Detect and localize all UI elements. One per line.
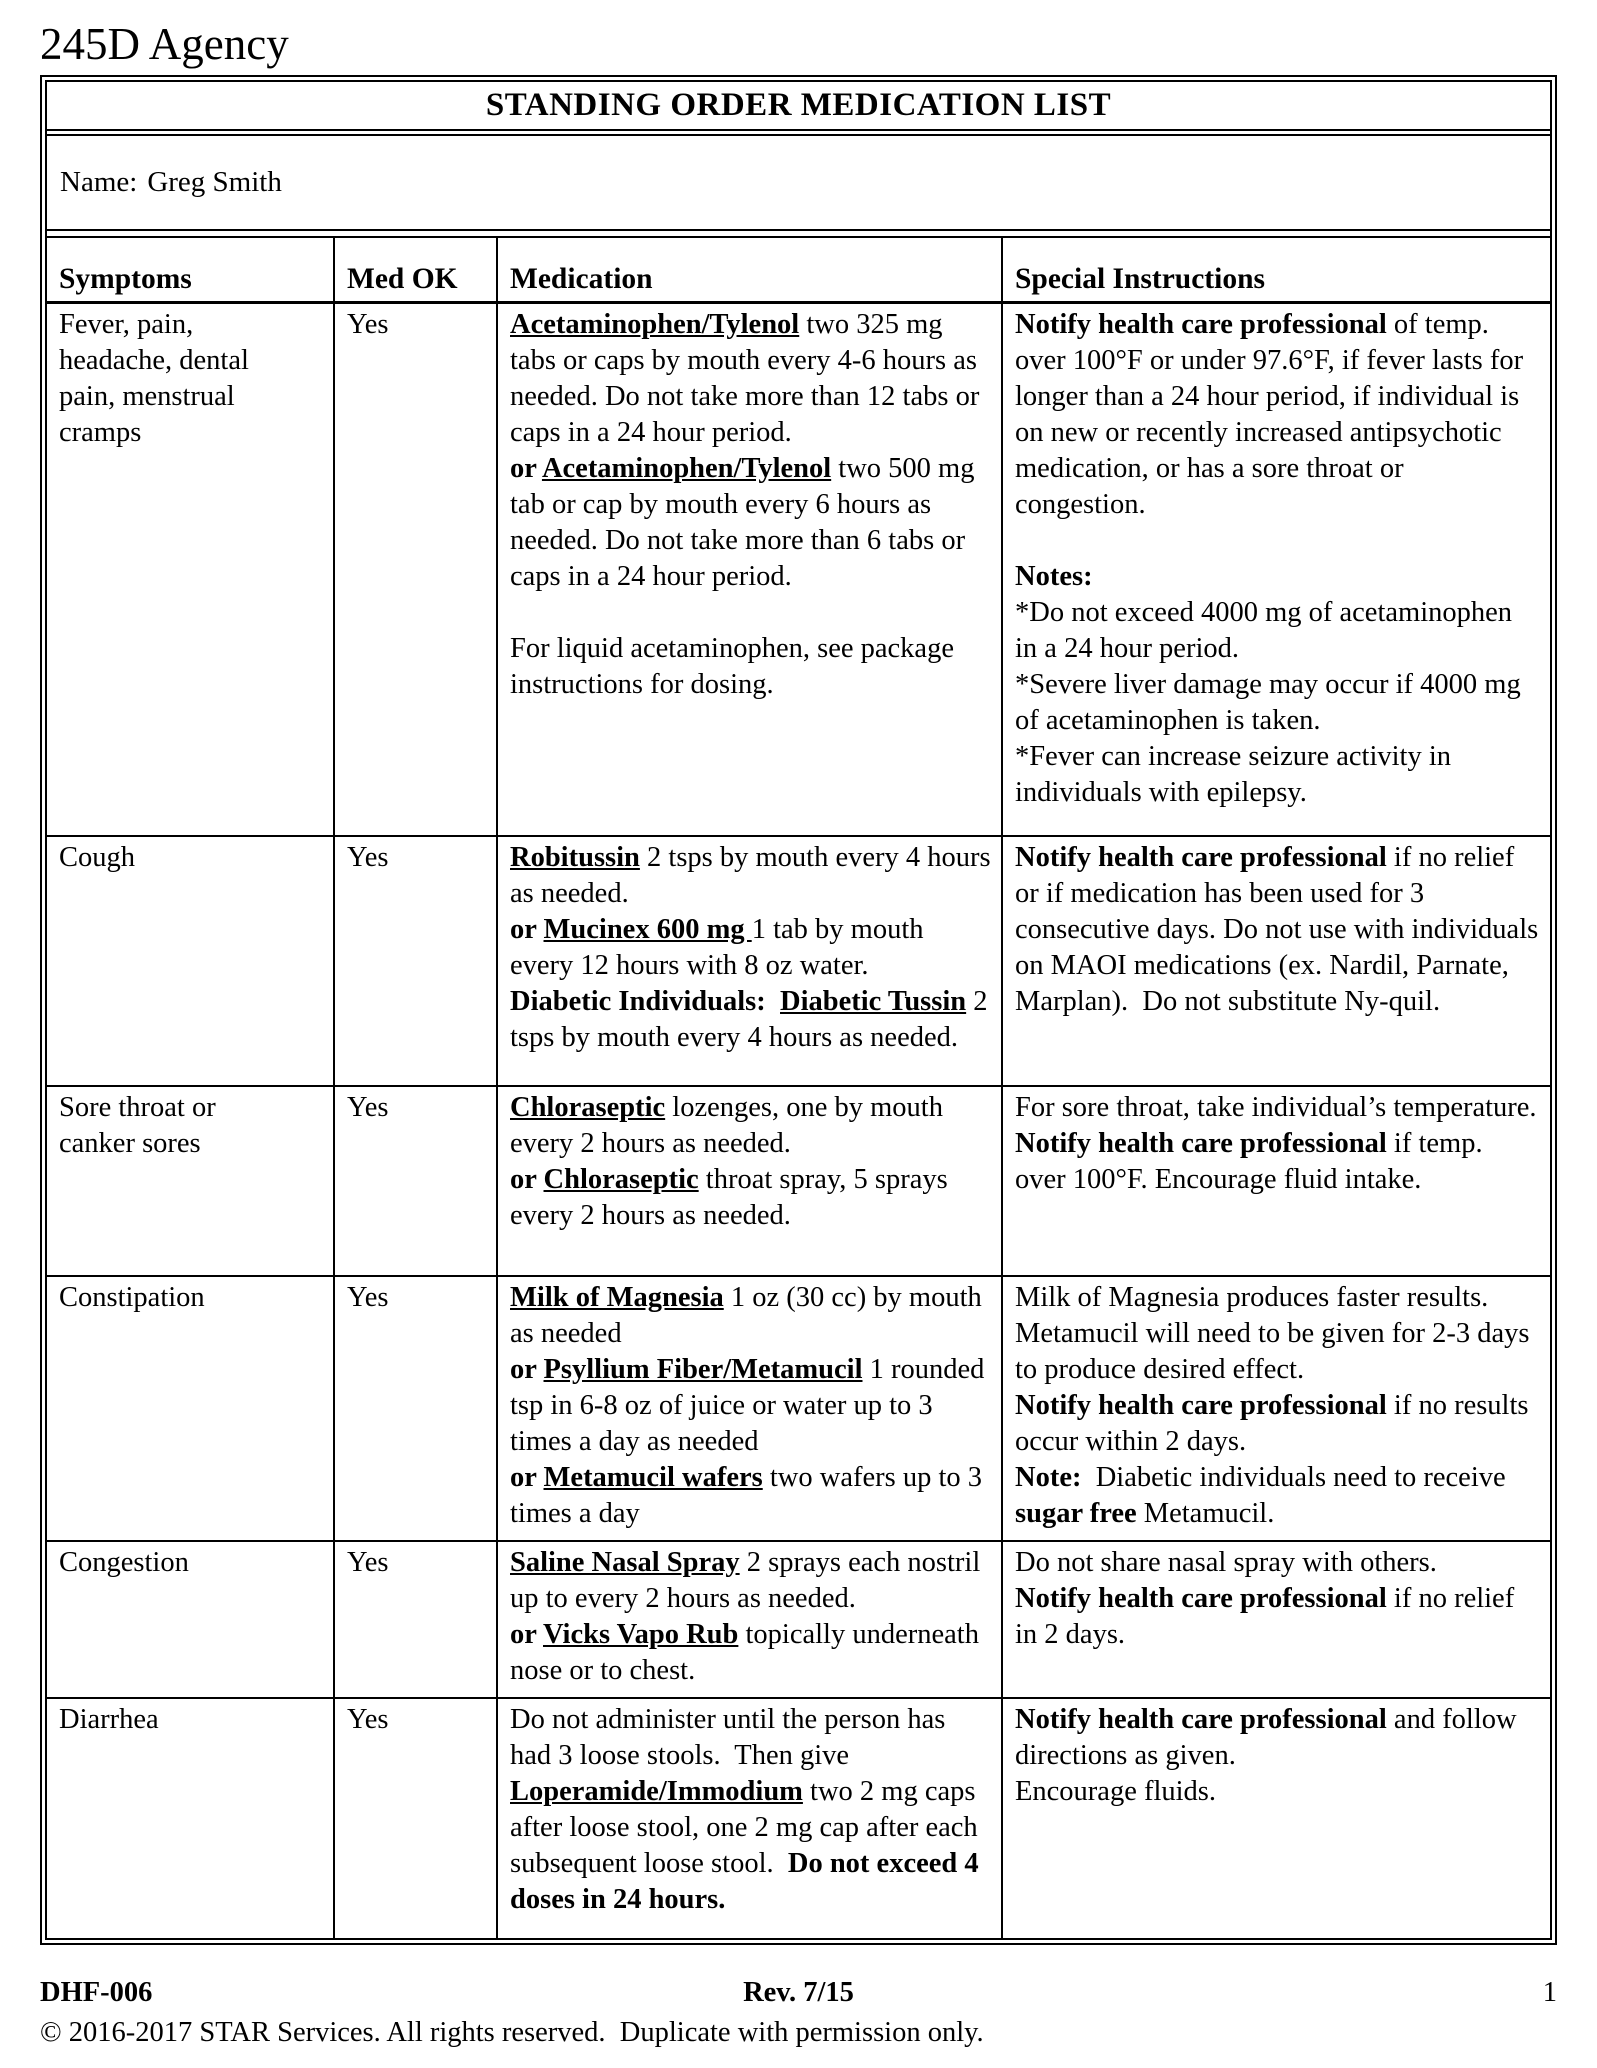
text-run: or — [510, 1163, 544, 1195]
text-run: For sore throat, take individual’s temperature. — [1015, 1091, 1537, 1123]
paragraph — [1015, 739, 1540, 811]
page-footer — [40, 1977, 1557, 2009]
column-header-med-ok: Med OK — [334, 237, 497, 303]
text-run: Acetaminophen/Tylenol — [541, 453, 832, 484]
symptoms-cell: Constipation — [47, 1276, 334, 1541]
text-run: throat spray, 5 sprays every 2 hours as needed. — [510, 1163, 948, 1231]
text-run: Diabetic Tussin — [780, 985, 967, 1017]
column-header-symptoms: Symptoms — [47, 237, 334, 303]
med-ok-cell: Yes — [334, 1086, 497, 1276]
paragraph — [510, 1280, 991, 1352]
table-row — [47, 1541, 1550, 1698]
document-box — [40, 75, 1557, 1945]
medication-cell — [497, 1086, 1002, 1276]
symptoms-cell: Congestion — [47, 1541, 334, 1698]
text-run: *Severe liver damage may occur if 4000 mg of acetaminophen is taken. — [1015, 669, 1521, 736]
special-instructions-cell — [1002, 836, 1550, 1086]
text-run: 1 oz (30 cc) by mouth as needed — [510, 1281, 982, 1349]
text-run: Diabetic Individuals: — [510, 985, 781, 1017]
text-run: two wafers up to 3 times a day — [510, 1461, 982, 1529]
text-run: lozenges, one by mouth every 2 hours as needed. — [510, 1091, 943, 1159]
medication-cell — [497, 1698, 1002, 1938]
medication-table-body — [47, 303, 1550, 1938]
text-run: Chloraseptic — [543, 1163, 699, 1195]
text-run: Notify health care professional — [1015, 1127, 1387, 1159]
paragraph — [1015, 840, 1540, 1020]
paragraph — [1015, 523, 1540, 559]
document-title: STANDING ORDER MEDICATION LIST — [47, 82, 1550, 136]
paragraph — [1015, 1702, 1540, 1774]
paragraph — [1015, 595, 1540, 667]
text-run: Notify health care professional — [1015, 309, 1387, 340]
text-run: if temp. over 100°F. Encourage fluid intake. — [1015, 1127, 1483, 1195]
special-instructions-cell — [1002, 1086, 1550, 1276]
table-row — [47, 836, 1550, 1086]
text-run: 2 tsps by mouth every 4 hours as needed. — [510, 841, 991, 909]
text-run: Do not exceed 4 doses in 24 hours. — [510, 1847, 979, 1915]
paragraph — [1015, 1280, 1540, 1388]
text-run: Notify health care professional — [1015, 1582, 1387, 1614]
med-ok-cell: Yes — [334, 836, 497, 1086]
text-run: Acetaminophen/Tylenol — [510, 309, 800, 340]
paragraph — [1015, 1126, 1540, 1198]
special-instructions-cell — [1002, 1698, 1550, 1938]
header-row — [47, 237, 1550, 303]
text-run: 2 sprays each nostril up to every 2 hours as needed. — [510, 1546, 981, 1614]
text-run: Note: — [1015, 1461, 1082, 1493]
text-run: Milk of Magnesia produces faster results. Metamucil will need to be given for 2-3 days to produce desired effect. — [1015, 1281, 1530, 1385]
paragraph — [1015, 1388, 1540, 1460]
text-run: or — [510, 913, 544, 945]
text-run: Psyllium Fiber/Metamucil — [543, 1353, 863, 1385]
form-number: DHF-006 — [40, 1976, 153, 2008]
paragraph — [1015, 559, 1540, 595]
paragraph — [510, 1545, 991, 1617]
special-instructions-cell — [1002, 1541, 1550, 1698]
paragraph — [510, 1617, 991, 1689]
text-run: or — [510, 1353, 544, 1385]
text-run: if no results occur within 2 days. — [1015, 1389, 1529, 1457]
paragraph — [1015, 307, 1540, 523]
text-run: Saline Nasal Spray — [510, 1546, 740, 1578]
paragraph — [510, 840, 991, 912]
paragraph — [1015, 1090, 1540, 1126]
text-run: Metamucil wafers — [543, 1461, 763, 1493]
paragraph — [510, 595, 991, 631]
symptoms-cell: Diarrhea — [47, 1698, 334, 1938]
paragraph — [510, 912, 991, 984]
text-run: of temp. over 100°F or under 97.6°F, if fever lasts for longer than a 24 hour period, if individual is on new or recently increased antipsychotic medication, or has a sore throat or congestion. — [1015, 309, 1524, 520]
text-run: or — [510, 453, 542, 484]
text-run: two 325 mg tabs or caps by mouth every 4-6 hours as needed. Do not take more than 12 tabs or caps in a 24 hour period. — [510, 309, 980, 448]
medication-cell — [497, 836, 1002, 1086]
symptoms-cell: Cough — [47, 836, 334, 1086]
medication-cell — [497, 1276, 1002, 1541]
text-run: or — [510, 1618, 543, 1650]
med-ok-cell: Yes — [334, 1541, 497, 1698]
paragraph — [1015, 667, 1540, 739]
text-run: Notify health care professional — [1015, 1703, 1387, 1735]
paragraph — [1015, 1581, 1540, 1653]
table-row — [47, 1698, 1550, 1938]
text-run: Diabetic individuals need to receive — [1081, 1461, 1506, 1493]
paragraph — [510, 1352, 991, 1460]
text-run: topically underneath nose or to chest. — [510, 1618, 979, 1686]
agency-title: 245D Agency — [40, 19, 289, 69]
paragraph — [510, 1460, 991, 1532]
medication-cell — [497, 1541, 1002, 1698]
special-instructions-cell — [1002, 303, 1550, 836]
text-run: *Do not exceed 4000 mg of acetaminophen in a 24 hour period. — [1015, 597, 1513, 664]
copyright-notice: © 2016-2017 STAR Services. All rights reserved. Duplicate with permission only. — [40, 2016, 984, 2048]
text-run: For liquid acetaminophen, see package instructions for dosing. — [510, 633, 954, 700]
text-run: Metamucil. — [1136, 1497, 1275, 1529]
paragraph — [510, 1162, 991, 1234]
med-ok-cell: Yes — [334, 303, 497, 836]
medication-cell — [497, 303, 1002, 836]
text-run: sugar free — [1015, 1497, 1137, 1529]
text-run: if no relief in 2 days. — [1015, 1582, 1515, 1650]
symptoms-cell: Sore throat or canker sores — [47, 1086, 334, 1276]
symptoms-cell: Fever, pain, headache, dental pain, menstrual cramps — [47, 303, 334, 836]
table-row — [47, 1086, 1550, 1276]
column-header-medication: Medication — [497, 237, 1002, 303]
text-run: Do not share nasal spray with others. — [1015, 1546, 1437, 1578]
paragraph — [510, 984, 991, 1056]
paragraph — [510, 1702, 991, 1918]
text-run: Chloraseptic — [510, 1091, 666, 1123]
name-row — [47, 136, 1550, 231]
text-run: Loperamide/Immodium — [510, 1775, 803, 1807]
text-run: Robitussin — [510, 841, 640, 873]
text-run: Milk of Magnesia — [510, 1281, 724, 1313]
column-header-special-instructions: Special Instructions — [1002, 237, 1550, 303]
med-ok-cell: Yes — [334, 1698, 497, 1938]
medication-table — [47, 236, 1550, 1938]
revision-label: Rev. 7/15 — [743, 1976, 854, 2008]
text-run: 1 rounded tsp in 6-8 oz of juice or water up to 3 times a day as needed — [510, 1353, 985, 1457]
special-instructions-cell — [1002, 1276, 1550, 1541]
text-run: Notes: — [1015, 561, 1093, 592]
table-row — [47, 1276, 1550, 1541]
text-run: Encourage fluids. — [1015, 1775, 1217, 1807]
name-label: Name: — [60, 165, 138, 198]
text-run: two 2 mg caps after loose stool, one 2 mg cap after each subsequent loose stool. — [510, 1775, 978, 1879]
text-run: 2 tsps by mouth every 4 hours as needed. — [510, 985, 988, 1053]
table-row — [47, 303, 1550, 836]
text-run: *Fever can increase seizure activity in individuals with epilepsy. — [1015, 741, 1452, 808]
name-value: Greg Smith — [147, 165, 282, 198]
med-ok-cell: Yes — [334, 1276, 497, 1541]
text-run: Notify health care professional — [1015, 1389, 1387, 1421]
text-run: or — [510, 1461, 544, 1493]
text-run: Vicks Vapo Rub — [543, 1618, 739, 1650]
paragraph — [510, 1090, 991, 1162]
text-run: Mucinex 600 mg — [543, 913, 752, 945]
text-run: if no relief or if medication has been used for 3 consecutive days. Do not use with individuals on MAOI medications (ex. Nardil, Parnate, Marplan). Do not substitute Ny-quil. — [1015, 841, 1539, 1017]
paragraph — [510, 451, 991, 595]
paragraph — [1015, 1545, 1540, 1581]
paragraph — [510, 307, 991, 451]
text-run: two 500 mg tab or cap by mouth every 6 hours as needed. Do not take more than 6 tabs or caps in a 24 hour period. — [510, 453, 975, 592]
text-run: and follow directions as given. — [1015, 1703, 1517, 1771]
text-run: Do not administer until the person has had 3 loose stools. Then give — [510, 1703, 946, 1771]
text-run: Notify health care professional — [1015, 841, 1387, 873]
page-number: 1 — [1542, 1976, 1557, 2008]
paragraph — [510, 631, 991, 703]
paragraph — [1015, 1774, 1540, 1810]
paragraph — [1015, 1460, 1540, 1532]
text-run: 1 tab by mouth every 12 hours with 8 oz water. — [510, 913, 924, 981]
